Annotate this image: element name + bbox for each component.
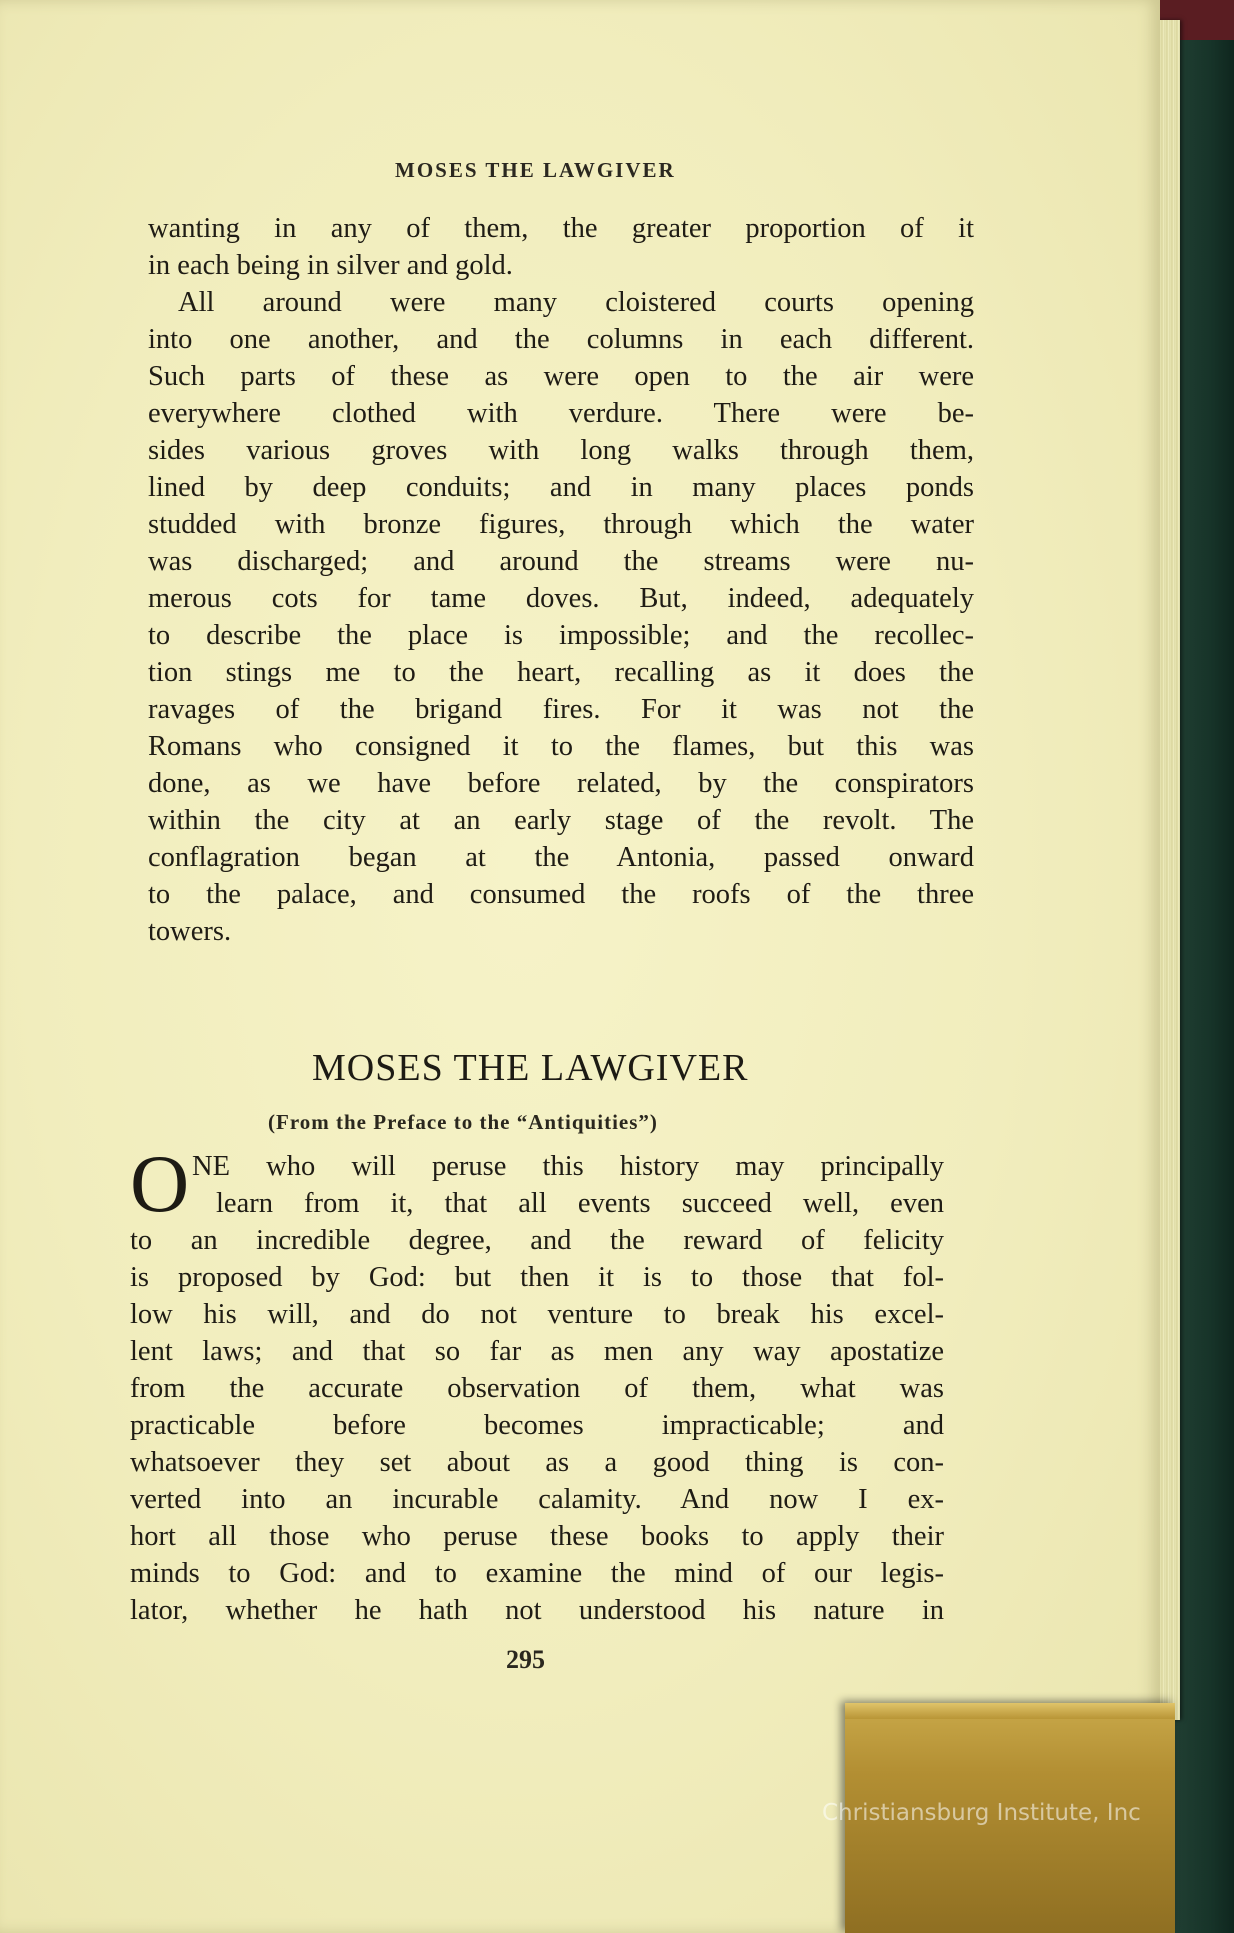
- text-line: in each being in silver and gold.: [148, 250, 513, 281]
- section-paragraph: [130, 1138, 944, 1629]
- text-line: towers.: [148, 916, 232, 947]
- text-line: tion stings me to the heart, recalling as it does the: [148, 657, 974, 688]
- text-line: was discharged; and around the streams were nu-: [148, 546, 974, 577]
- continued-paragraphs: [148, 210, 974, 950]
- text-line: All around were many cloistered courts opening: [178, 287, 974, 318]
- text-line: done, as we have before related, by the conspirators: [148, 768, 974, 799]
- text-line: lator, whether he hath not understood his nature in: [130, 1595, 944, 1626]
- text-line: low his will, and do not venture to break his excel-: [130, 1299, 944, 1330]
- watermark: Christiansburg Institute, Inc: [822, 1800, 1141, 1826]
- text-line: Such parts of these as were open to the air were: [148, 361, 974, 392]
- backdrop-book-cover: [1174, 40, 1234, 1933]
- text-line: Romans who consigned it to the flames, but this was: [148, 731, 974, 762]
- text-line: sides various groves with long walks through them,: [148, 435, 974, 466]
- text-line: practicable before becomes impracticable; and: [130, 1410, 944, 1441]
- text-line: wanting in any of them, the greater proportion of it: [148, 213, 974, 244]
- text-line: studded with bronze figures, through which the water: [148, 509, 974, 540]
- section-title: MOSES THE LAWGIVER: [312, 1047, 749, 1089]
- text-line: whatsoever they set about as a good thing is con-: [130, 1447, 944, 1478]
- page-number: 295: [506, 1645, 545, 1674]
- text-line: to the palace, and consumed the roofs of the three: [148, 879, 974, 910]
- text-line: is proposed by God: but then it is to those that fol-: [130, 1262, 944, 1293]
- running-head: MOSES THE LAWGIVER: [395, 158, 676, 182]
- text-line: minds to God: and to examine the mind of our legis-: [130, 1558, 944, 1589]
- wooden-page-weight-top: [845, 1703, 1175, 1719]
- text-line: NE who will peruse this history may principally: [192, 1151, 944, 1182]
- drop-cap: O: [130, 1138, 190, 1229]
- text-line: to an incredible degree, and the reward of felicity: [130, 1225, 944, 1256]
- text-line: ravages of the brigand fires. For it was not the: [148, 694, 974, 725]
- text-line: to describe the place is impossible; and the recollec-: [148, 620, 974, 651]
- text-line: verted into an incurable calamity. And now I ex-: [130, 1484, 944, 1515]
- text-line: learn from it, that all events succeed well, even: [216, 1188, 944, 1219]
- text-line: merous cots for tame doves. But, indeed, adequately: [148, 583, 974, 614]
- text-line: conflagration began at the Antonia, passed onward: [148, 842, 974, 873]
- text-line: hort all those who peruse these books to apply their: [130, 1521, 944, 1552]
- section-subtitle: (From the Preface to the “Antiquities”): [268, 1110, 658, 1134]
- text-line: into one another, and the columns in each different.: [148, 324, 974, 355]
- text-line: lent laws; and that so far as men any way apostatize: [130, 1336, 944, 1367]
- text-line: everywhere clothed with verdure. There were be-: [148, 398, 974, 429]
- text-line: lined by deep conduits; and in many places ponds: [148, 472, 974, 503]
- text-line: within the city at an early stage of the revolt. The: [148, 805, 974, 836]
- text-line: from the accurate observation of them, what was: [130, 1373, 944, 1404]
